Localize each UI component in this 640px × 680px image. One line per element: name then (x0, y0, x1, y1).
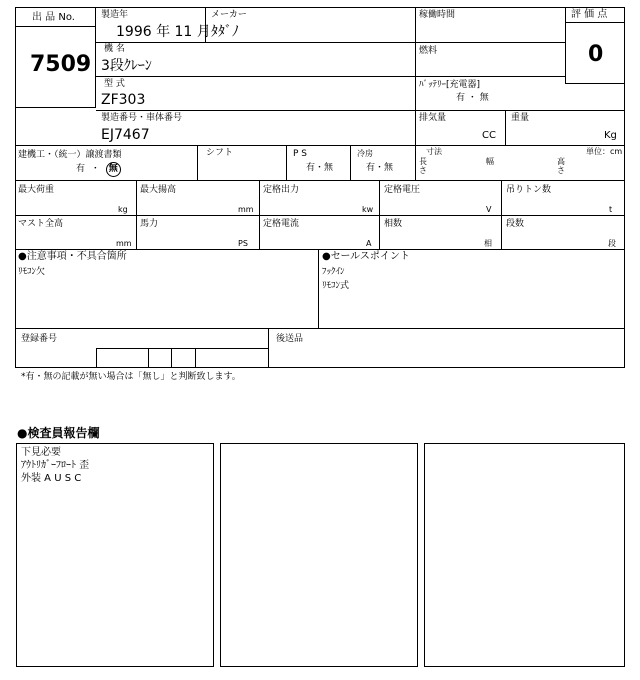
battery-options: 有 ・ 無 (456, 93, 489, 103)
horsepower-unit: PS (238, 239, 248, 248)
maker-value: ﾀﾀﾞﾉ (211, 24, 239, 40)
inspector-box-2 (220, 443, 418, 667)
rated-voltage-label: 定格電圧 (384, 185, 421, 195)
displacement-unit: CC (482, 130, 496, 141)
shift-label: シフト (206, 148, 234, 158)
phase-unit: 相 (484, 239, 492, 248)
inspector-title: ●検査員報告欄 (17, 426, 100, 440)
displacement-label: 排気量 (419, 113, 447, 123)
model-name-value: 3段ｸﾚｰﾝ (101, 58, 152, 74)
max-lift-unit: mm (238, 205, 254, 214)
type-value: ZF303 (101, 92, 146, 108)
max-load-label: 最大荷重 (18, 185, 55, 195)
inspector-line-2: ｱｳﾄﾘｶﾞｰﾌﾛｰﾄ 歪 (21, 460, 90, 471)
height-label: 高 さ (557, 157, 565, 175)
score-value: 0 (588, 42, 604, 67)
hoist-tons-unit: t (609, 205, 613, 214)
construction-sep: ・ (90, 164, 100, 174)
mast-height-unit: mm (116, 239, 132, 248)
hoist-tons-label: 吊りトン数 (506, 185, 552, 195)
serial-value: EJ7467 (101, 127, 150, 143)
sales-line-1: ﾌｯｸｲﾝ (322, 267, 345, 277)
sales-line-2: ﾘﾓｺﾝ式 (322, 281, 350, 291)
width-label: 幅 (486, 157, 494, 166)
lot-no-label: 出 品 No. (32, 12, 75, 23)
max-lift-label: 最大揚高 (140, 185, 177, 195)
model-name-label: 機 名 (104, 44, 125, 54)
weight-label: 重量 (511, 113, 530, 123)
rated-current-unit: A (366, 239, 372, 248)
rated-output-label: 定格出力 (263, 185, 300, 195)
registration-label: 登録番号 (21, 334, 58, 344)
unit-label: 単位：cm (586, 147, 623, 156)
ps-options: 有・無 (306, 163, 334, 173)
caution-text: ﾘﾓｺﾝ欠 (18, 267, 46, 277)
max-load-unit: kg (118, 205, 128, 214)
lot-no-value: 7509 (30, 52, 92, 77)
construction-yes: 有 (76, 164, 86, 174)
inspector-box-3 (424, 443, 625, 667)
sales-label: ●セールスポイント (322, 251, 410, 262)
phase-label: 相数 (384, 219, 403, 229)
mfg-year-label: 製造年 (101, 10, 129, 20)
horsepower-label: 馬力 (140, 219, 159, 229)
score-label: 評 価 点 (571, 9, 608, 20)
steps-unit: 段 (608, 239, 616, 248)
maker-label: メーカー (211, 10, 247, 20)
construction-options (76, 161, 121, 177)
weight-unit: Kg (604, 130, 617, 141)
serial-label: 製造番号・車体番号 (101, 113, 183, 123)
hours-label: 稼働時間 (419, 10, 456, 20)
battery-label: ﾊﾞｯﾃﾘｰ[充電器] (419, 80, 481, 90)
cooler-options: 有・無 (366, 163, 394, 173)
caution-label: ●注意事項・不具合箇所 (18, 251, 127, 262)
inspector-line-3: 外装 A U S C (21, 473, 82, 484)
inspector-line-1: 下見必要 (21, 447, 61, 458)
construction-no-circled: 無 (106, 162, 121, 177)
rated-output-unit: kw (362, 205, 374, 214)
cooler-label: 冷房 (357, 149, 373, 158)
mast-height-label: マスト全高 (18, 219, 64, 229)
length-label: 長 さ (419, 157, 427, 175)
fuel-label: 燃料 (419, 46, 438, 56)
ps-label: P S (293, 149, 308, 159)
footnote: *有・無の記載が無い場合は「無し」と判断致します。 (21, 372, 241, 382)
steps-label: 段数 (506, 219, 525, 229)
mfg-year-value: 1996 年 11 月 (116, 24, 211, 40)
construction-label: 建機工・（統一）譲渡書類 (18, 150, 122, 160)
type-label: 型 式 (104, 79, 125, 89)
rated-voltage-unit: V (486, 205, 492, 214)
rated-current-label: 定格電流 (263, 219, 300, 229)
dims-label: 寸法 (426, 147, 442, 156)
shipping-label: 後送品 (276, 334, 304, 344)
